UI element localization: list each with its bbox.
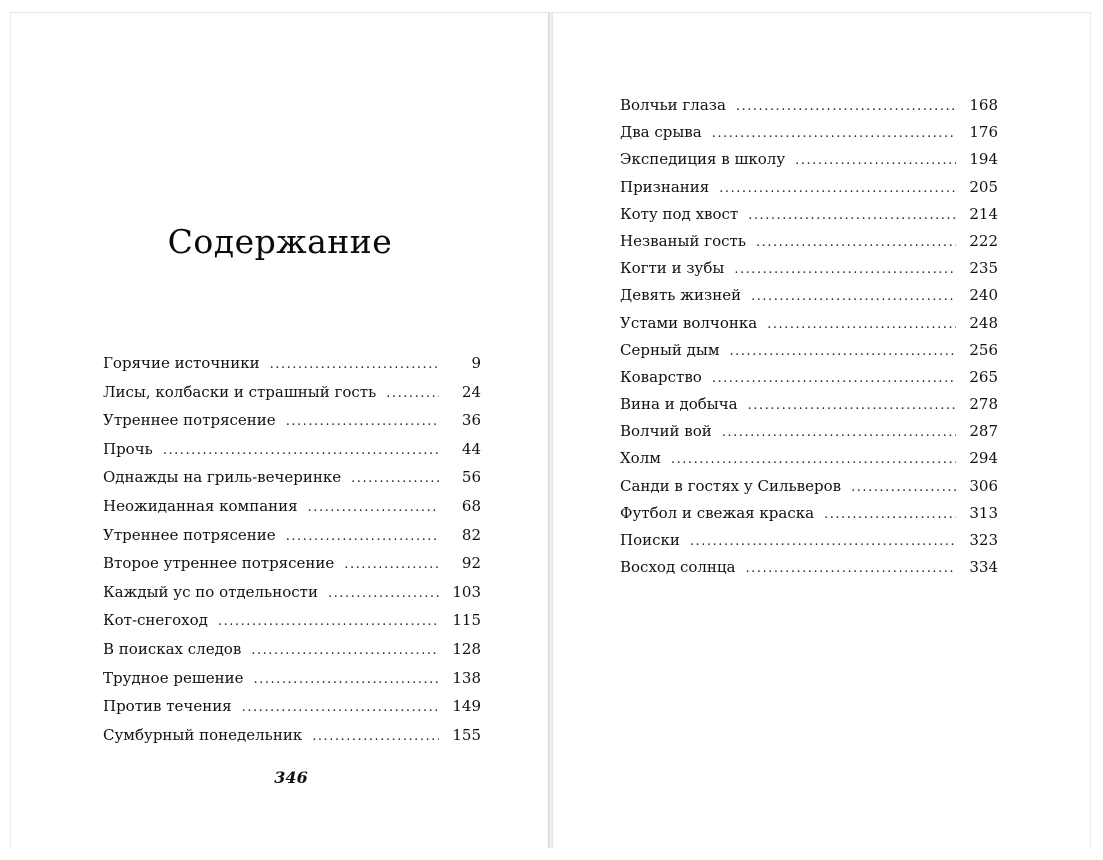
toc-entry-page: 103 <box>452 582 481 601</box>
dot-leader <box>736 96 956 118</box>
dot-leader <box>748 395 956 417</box>
toc-entry <box>620 148 998 175</box>
toc-entry-page: 278 <box>969 395 998 414</box>
toc-entry-title: Сумбурный понедельник <box>103 725 303 744</box>
toc-entry <box>103 352 481 381</box>
toc-entry-page: 128 <box>452 639 481 658</box>
toc-entry-page: 44 <box>461 439 481 458</box>
toc-entry-page: 36 <box>461 411 481 430</box>
toc-list-left <box>103 352 481 752</box>
toc-entry-page: 68 <box>461 496 481 515</box>
toc-entry-title: Трудное решение <box>103 668 244 687</box>
toc-entry <box>620 556 998 583</box>
dot-leader <box>218 611 439 633</box>
toc-entry-page: 323 <box>969 531 998 549</box>
toc-entry <box>620 339 998 366</box>
toc-entry-title: Санди в гостях у Сильверов <box>620 476 842 495</box>
dot-leader <box>344 554 439 576</box>
toc-entry-title: Утреннее потрясение <box>103 411 276 430</box>
dot-leader <box>312 726 439 748</box>
toc-entry-page: 155 <box>452 725 481 744</box>
toc-entry-page: 56 <box>461 468 481 487</box>
toc-entry-page: 24 <box>461 382 481 401</box>
toc-entry <box>103 495 481 524</box>
toc-entry <box>620 121 998 148</box>
toc-entry-page: 222 <box>969 231 998 250</box>
dot-leader <box>351 468 439 490</box>
toc-entry-page: 194 <box>969 150 998 169</box>
toc-entry-title: Волчьи глаза <box>620 96 726 114</box>
toc-entry-page: 138 <box>452 668 481 687</box>
toc-entry-page: 115 <box>452 611 481 630</box>
toc-entry-title: Однажды на гриль-вечеринке <box>103 468 342 487</box>
toc-entry <box>620 475 998 502</box>
dot-leader <box>163 440 439 462</box>
toc-entry <box>103 466 481 495</box>
toc-entry-page: 248 <box>969 313 998 332</box>
toc-entry-title: Против течения <box>103 697 232 716</box>
toc-entry <box>103 667 481 696</box>
dot-leader <box>734 259 956 281</box>
dot-leader <box>767 314 956 336</box>
toc-entry-title: Когти и зубы <box>620 259 725 278</box>
toc-entry-page: 149 <box>452 697 481 716</box>
dot-leader <box>712 123 956 145</box>
toc-entry-title: Восход солнца <box>620 558 736 577</box>
toc-entry <box>620 393 998 420</box>
toc-entry <box>620 447 998 474</box>
toc-entry <box>620 420 998 447</box>
dot-leader <box>328 583 439 605</box>
dot-leader <box>756 232 956 254</box>
dot-leader <box>242 697 439 719</box>
toc-entry-title: Второе утреннее потрясение <box>103 554 335 573</box>
toc-entry-title: Холм <box>620 449 661 468</box>
toc-entry-page: 235 <box>969 259 998 278</box>
dot-leader <box>751 286 956 308</box>
toc-entry-title: Коварство <box>620 367 702 386</box>
dot-leader <box>746 558 957 580</box>
toc-entry-page: 294 <box>969 449 998 468</box>
dot-leader <box>286 526 439 548</box>
toc-entry-page: 256 <box>969 340 998 359</box>
toc-entry-title: Коту под хвост <box>620 204 739 223</box>
toc-entry-page: 313 <box>969 503 998 522</box>
toc-entry-page: 82 <box>461 525 481 544</box>
toc-entry-title: Каждый ус по отдельности <box>103 582 318 601</box>
toc-entry-page: 334 <box>969 558 998 577</box>
toc-entry <box>103 638 481 667</box>
toc-entry <box>103 552 481 581</box>
toc-entry <box>103 409 481 438</box>
toc-entry-title: Футбол и свежая краска <box>620 503 815 522</box>
toc-entry <box>103 581 481 610</box>
page-number: 346 <box>274 768 308 787</box>
toc-entry <box>103 438 481 467</box>
toc-entry-title: Вина и добыча <box>620 395 738 414</box>
toc-entry <box>620 203 998 230</box>
toc-entry-title: Утреннее потрясение <box>103 525 276 544</box>
dot-leader <box>795 150 956 172</box>
toc-entry-page: 168 <box>969 96 998 114</box>
toc-entry-page: 205 <box>969 177 998 196</box>
toc-entry <box>620 230 998 257</box>
toc-entry <box>103 524 481 553</box>
toc-entry-title: Девять жизней <box>620 286 742 305</box>
toc-entry <box>620 94 998 121</box>
dot-leader <box>722 422 956 444</box>
dot-leader <box>286 411 439 433</box>
dot-leader <box>851 477 956 499</box>
toc-entry-title: Поиски <box>620 531 680 549</box>
toc-entry-title: В поисках следов <box>103 639 242 658</box>
dot-leader <box>824 504 956 526</box>
toc-entry-title: Экспедиция в школу <box>620 150 786 169</box>
dot-leader <box>308 497 439 519</box>
toc-entry-page: 265 <box>969 367 998 386</box>
toc-entry <box>103 609 481 638</box>
toc-entry-title: Горячие источники <box>103 354 260 372</box>
toc-entry <box>103 381 481 410</box>
dot-leader <box>386 383 439 405</box>
toc-entry-page: 240 <box>969 286 998 305</box>
dot-leader <box>270 354 439 376</box>
toc-entry-title: Серный дым <box>620 340 720 359</box>
toc-entry-page: 306 <box>969 476 998 495</box>
dot-leader <box>719 178 956 200</box>
toc-list-right <box>620 94 998 583</box>
toc-entry <box>620 257 998 284</box>
toc-entry-page: 9 <box>471 354 481 372</box>
dot-leader <box>690 531 956 553</box>
dot-leader <box>251 640 439 662</box>
toc-title: Содержание <box>167 222 393 261</box>
toc-entry <box>103 695 481 724</box>
toc-entry <box>620 176 998 203</box>
toc-entry <box>620 284 998 311</box>
toc-entry-title: Лисы, колбаски и страшный гость <box>103 382 377 401</box>
toc-entry <box>620 502 998 529</box>
toc-entry-title: Волчий вой <box>620 422 712 441</box>
toc-entry-title: Незваный гость <box>620 231 746 250</box>
dot-leader <box>671 449 956 471</box>
toc-entry-title: Устами волчонка <box>620 313 758 332</box>
dot-leader <box>748 205 956 227</box>
toc-entry-title: Признания <box>620 177 710 196</box>
toc-entry <box>620 366 998 393</box>
toc-entry <box>103 724 481 753</box>
toc-entry <box>620 312 998 339</box>
dot-leader <box>730 341 957 363</box>
toc-entry <box>620 529 998 556</box>
toc-entry-title: Кот-снегоход <box>103 611 208 630</box>
toc-entry-title: Неожиданная компания <box>103 496 298 515</box>
dot-leader <box>712 368 956 390</box>
dot-leader <box>254 669 439 691</box>
toc-entry-page: 92 <box>461 554 481 573</box>
toc-entry-page: 176 <box>969 123 998 142</box>
toc-entry-title: Прочь <box>103 439 153 458</box>
toc-entry-page: 287 <box>969 422 998 441</box>
toc-entry-page: 214 <box>969 204 998 223</box>
toc-entry-title: Два срыва <box>620 123 702 142</box>
